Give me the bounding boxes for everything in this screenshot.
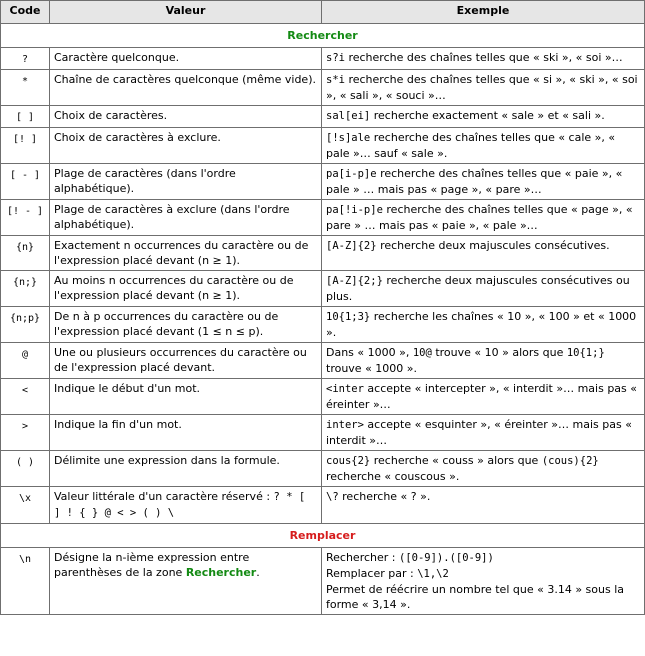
valeur-cell: Une ou plusieurs occurrences du caractère ou de l'expression placé devant. (50, 343, 322, 379)
text-fragment: . (256, 566, 260, 579)
table-row (1, 415, 645, 451)
section-row-remplacer (1, 524, 645, 548)
text-fragment: accepte « intercepter », « interdit »… mais pas « éreinter »… (326, 382, 637, 411)
code-cell: [! - ] (1, 200, 50, 236)
exemple-line (326, 582, 640, 612)
code-snippet: [A-Z]{2} (326, 240, 377, 252)
text-fragment: Désigne la n-ième expression entre parenthèses de la zone (54, 551, 250, 579)
text-fragment: recherche les chaînes « 10 », « 100 » et « 1000 ». (326, 310, 637, 339)
code-snippet: cous{2} (326, 455, 371, 467)
exemple-cell (322, 307, 645, 343)
code-snippet: sal[ei] (326, 110, 371, 122)
valeur-cell: De n à p occurrences du caractère ou de l'expression placé devant (1 ≤ n ≤ p). (50, 307, 322, 343)
code-cell: ? (1, 48, 50, 70)
code-snippet: (cous){2} (541, 455, 599, 467)
valeur-cell: Plage de caractères à exclure (dans l'ordre alphabétique). (50, 200, 322, 236)
header-code: Code (1, 1, 50, 24)
text-fragment: recherche « couss » alors que (370, 454, 542, 467)
exemple-line (326, 566, 640, 582)
exemple-cell (322, 128, 645, 164)
keyword-rechercher: Rechercher (185, 566, 257, 579)
code-snippet: 10{1;} (566, 347, 605, 359)
table-row (1, 236, 645, 271)
text-fragment: recherche deux majuscules consécutives. (376, 239, 610, 252)
table-row (1, 379, 645, 415)
exemple-cell (322, 379, 645, 415)
valeur-cell: Au moins n occurrences du caractère ou de l'expression placé devant (n ≥ 1). (50, 271, 322, 307)
code-snippet: [A-Z]{2;} (326, 275, 383, 287)
table-row (1, 343, 645, 379)
exemple-cell (322, 48, 645, 70)
code-snippet: 10@ (412, 347, 432, 359)
code-snippet: [!s]ale (326, 132, 371, 144)
text-fragment: Dans « 1000 », (326, 346, 413, 359)
valeur-cell (50, 487, 322, 524)
exemple-cell (322, 200, 645, 236)
valeur-cell: Chaîne de caractères quelconque (même vide). (50, 70, 322, 106)
code-snippet: inter> (326, 419, 364, 431)
text-fragment: Permet de réécrire un nombre tel que « 3.14 » sous la forme « 3,14 ». (326, 583, 624, 611)
valeur-cell: Indique le début d'un mot. (50, 379, 322, 415)
exemple-cell (322, 487, 645, 524)
exemple-cell (322, 164, 645, 200)
text-fragment: Remplacer par : (326, 567, 418, 580)
exemple-cell (322, 106, 645, 128)
text-fragment: recherche des chaînes telles que « ski », « soi »… (344, 51, 623, 64)
code-snippet: <inter (326, 383, 364, 395)
code-snippet: pa[i-p]e (326, 168, 377, 180)
text-fragment: recherche exactement « sale » et « sali ». (370, 109, 605, 122)
text-fragment: accepte « esquinter », « éreinter »… mais pas « interdit »… (326, 418, 632, 447)
code-cell: {n;} (1, 271, 50, 307)
code-snippet: pa[!i-p]e (326, 204, 383, 216)
code-snippet: \? (326, 491, 339, 503)
text-fragment: trouve « 1000 ». (326, 362, 418, 375)
code-snippet: s*i (326, 74, 345, 86)
section-title-rechercher: Rechercher (1, 24, 645, 48)
code-cell: \n (1, 548, 50, 615)
exemple-cell (322, 236, 645, 271)
section-row-rechercher (1, 24, 645, 48)
code-cell: [! ] (1, 128, 50, 164)
header-exemple: Exemple (322, 1, 645, 24)
code-cell: @ (1, 343, 50, 379)
table-row (1, 128, 645, 164)
code-cell: {n} (1, 236, 50, 271)
code-cell: < (1, 379, 50, 415)
code-cell: {n;p} (1, 307, 50, 343)
valeur-cell: Exactement n occurrences du caractère ou de l'expression placé devant (n ≥ 1). (50, 236, 322, 271)
text-fragment: recherche deux majuscules consécutives ou plus. (326, 274, 630, 303)
exemple-cell (322, 451, 645, 487)
code-cell: [ - ] (1, 164, 50, 200)
code-cell: * (1, 70, 50, 106)
table-row (1, 307, 645, 343)
table-row (1, 48, 645, 70)
text-fragment: recherche des chaînes telles que « paie », « pale » … mais pas « page », « pare »… (326, 167, 623, 196)
valeur-cell: Choix de caractères. (50, 106, 322, 128)
table-row (1, 70, 645, 106)
valeur-cell: Plage de caractères (dans l'ordre alphabétique). (50, 164, 322, 200)
table-header-row (1, 1, 645, 24)
exemple-cell (322, 70, 645, 106)
exemple-cell (322, 548, 645, 615)
code-snippet: s?i (326, 52, 345, 64)
code-cell: > (1, 415, 50, 451)
code-snippet: ? * [ ] ! { } @ < > ( ) \ (54, 491, 306, 519)
header-valeur: Valeur (50, 1, 322, 24)
valeur-cell (50, 548, 322, 615)
valeur-cell: Choix de caractères à exclure. (50, 128, 322, 164)
table-row (1, 200, 645, 236)
text-fragment: Valeur littérale d'un caractère réservé : (54, 490, 274, 503)
code-cell: ( ) (1, 451, 50, 487)
code-snippet: \1,\2 (417, 568, 449, 580)
code-snippet: 10{1;3} (326, 311, 371, 323)
valeur-cell: Délimite une expression dans la formule. (50, 451, 322, 487)
table-row (1, 164, 645, 200)
exemple-cell (322, 271, 645, 307)
exemple-cell (322, 343, 645, 379)
section-title-remplacer: Remplacer (1, 524, 645, 548)
table-row (1, 106, 645, 128)
text-fragment: Rechercher : (326, 551, 399, 564)
valeur-cell: Caractère quelconque. (50, 48, 322, 70)
code-cell: [ ] (1, 106, 50, 128)
table-row (1, 548, 645, 615)
code-snippet: ([0-9]).([0-9]) (399, 552, 494, 564)
text-fragment: recherche des chaînes telles que « cale », « pale »… sauf « sale ». (326, 131, 616, 160)
exemple-line (326, 550, 640, 566)
text-fragment: recherche des chaînes telles que « page », « pare » … mais pas « paie », « pale »… (326, 203, 633, 232)
table-row (1, 487, 645, 524)
text-fragment: recherche « couscous ». (326, 470, 460, 483)
text-fragment: recherche « ? ». (338, 490, 431, 503)
valeur-cell: Indique la fin d'un mot. (50, 415, 322, 451)
code-cell: \x (1, 487, 50, 524)
text-fragment: trouve « 10 » alors que (431, 346, 567, 359)
table-body (1, 24, 645, 615)
table-row (1, 271, 645, 307)
exemple-cell (322, 415, 645, 451)
text-fragment: recherche des chaînes telles que « si », « ski », « soi », « sali », « souci »… (326, 73, 638, 102)
table-row (1, 451, 645, 487)
